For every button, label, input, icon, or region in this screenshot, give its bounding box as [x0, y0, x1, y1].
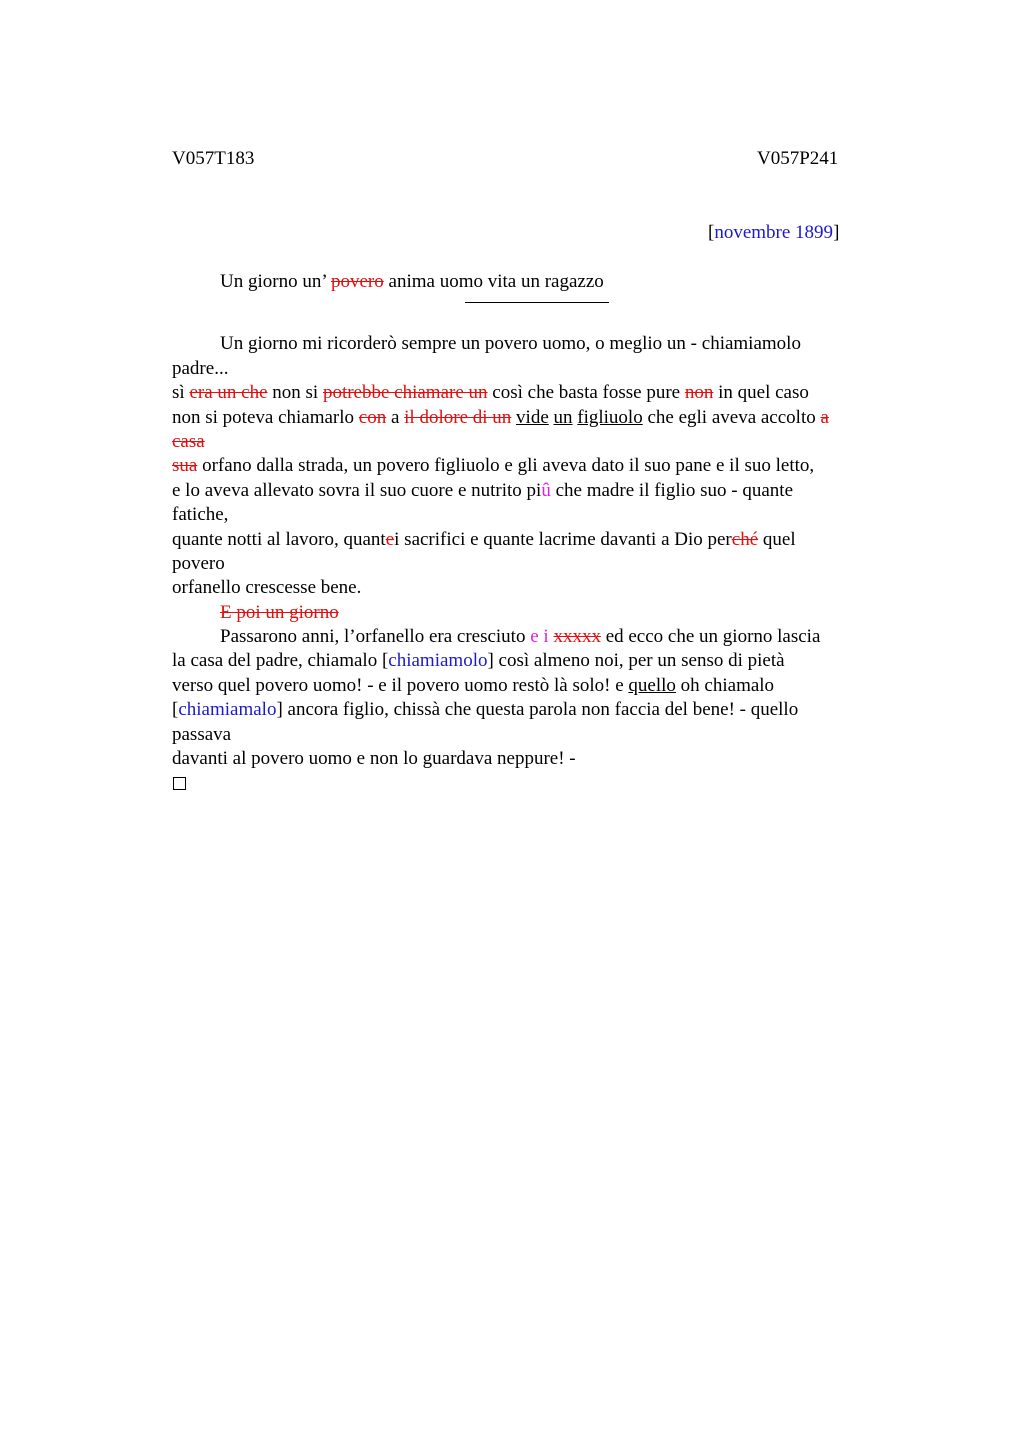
end-marker-line	[172, 771, 872, 795]
para2-line-2	[172, 625, 872, 649]
para1-line-5	[172, 430, 872, 454]
para1-line-4	[172, 406, 872, 430]
para1-line-2: padre...	[172, 357, 229, 379]
underlined-text: figliuolo	[577, 406, 643, 428]
text-run: ] così almeno noi, per un senso di pietà	[487, 650, 785, 672]
text-run: a	[386, 406, 405, 428]
draft-line	[172, 270, 872, 294]
para1-line-6	[172, 454, 872, 478]
para1-line-1: Un giorno mi ricorderò sempre un povero uomo, o meglio un - chiamiamolo	[220, 333, 801, 355]
text-run: non si poteva chiamarlo	[172, 406, 359, 428]
underlined-text: quello	[628, 674, 676, 696]
text-run: ed ecco che un giorno lascia	[600, 626, 821, 648]
para1-line-7	[172, 479, 872, 503]
para1-line-3	[172, 381, 872, 405]
text-run: oh chiamalo	[675, 674, 775, 696]
deleted-text: con	[358, 406, 387, 428]
separator-rule	[465, 302, 609, 303]
inserted-text: û	[541, 479, 551, 501]
deleted-text: a	[820, 406, 829, 428]
text-run: i sacrifici e quante lacrime davanti a Dio per	[394, 528, 732, 550]
text-run: che madre il figlio suo - quante	[550, 479, 794, 501]
document-code-right: V057P241	[757, 148, 839, 169]
text-run: [	[172, 699, 179, 721]
text-run: quante notti al lavoro, quant	[172, 528, 386, 550]
date-annotation	[708, 221, 839, 245]
text-run: orfano dalla strada, un povero figliuolo e gli aveva dato il suo pane e il suo letto,	[197, 455, 815, 477]
text-run: così che basta fosse pure	[487, 382, 685, 404]
deleted-text: E poi un giorno	[220, 601, 339, 623]
deleted-text: sua	[172, 455, 198, 477]
underlined-text: vide	[516, 406, 549, 428]
editorial-correction: chiamiamalo	[178, 699, 277, 721]
manuscript-body	[172, 270, 872, 796]
text-run: verso quel povero uomo! - e il povero uomo restò là solo! e	[172, 674, 629, 696]
bracket-close: ]	[833, 222, 840, 243]
text-run: che egli aveva accolto	[642, 406, 821, 428]
para2-line-5	[172, 698, 872, 722]
para1-line-10: povero	[172, 552, 225, 574]
para1-line-9	[172, 528, 872, 552]
para1-line-8: fatiche,	[172, 504, 229, 526]
document-code-left: V057T183	[172, 148, 255, 169]
checkbox-icon	[173, 777, 186, 790]
date-text: novembre 1899	[714, 222, 834, 243]
bracket-open: [	[708, 222, 715, 243]
deleted-text: potrebbe chiamare un	[322, 382, 488, 404]
para2-line-3	[172, 649, 872, 673]
text-run: sì	[172, 382, 190, 404]
para1-line-11: orfanello crescesse bene.	[172, 577, 362, 599]
text-run: anima uomo vita un ragazzo	[383, 271, 604, 292]
text-run: in quel caso	[713, 382, 809, 404]
para2-line-6: passava	[172, 723, 232, 745]
text-run: non si	[267, 382, 323, 404]
text-run: ] ancora figlio, chissà che questa parola non faccia del bene! - quello	[276, 699, 799, 721]
deleted-text: xxxxx	[553, 626, 601, 648]
text-run: e lo aveva allevato sovra il suo cuore e nutrito pi	[172, 479, 542, 501]
underlined-text: un	[553, 406, 573, 428]
text-run: Un giorno un’	[220, 271, 331, 292]
text-run: quel	[758, 528, 796, 550]
separator	[172, 294, 872, 332]
deleted-text: era un che	[189, 382, 268, 404]
deleted-text: il dolore di un	[404, 406, 512, 428]
deleted-text: e	[385, 528, 395, 550]
deleted-text: casa	[172, 430, 205, 452]
editorial-correction: chiamiamolo	[388, 650, 488, 672]
inserted-text: e i	[530, 626, 549, 648]
deleted-text: ché	[731, 528, 759, 550]
text-run: Passarono anni, l’orfanello era cresciuto	[220, 626, 531, 648]
deleted-text: non	[684, 382, 714, 404]
text-run: la casa del padre, chiamalo [	[172, 650, 389, 672]
deleted-text: povero	[331, 271, 384, 292]
para2-line-1	[172, 601, 872, 625]
para2-line-4	[172, 674, 872, 698]
para2-line-7: davanti al povero uomo e non lo guardava neppure! -	[172, 748, 576, 770]
